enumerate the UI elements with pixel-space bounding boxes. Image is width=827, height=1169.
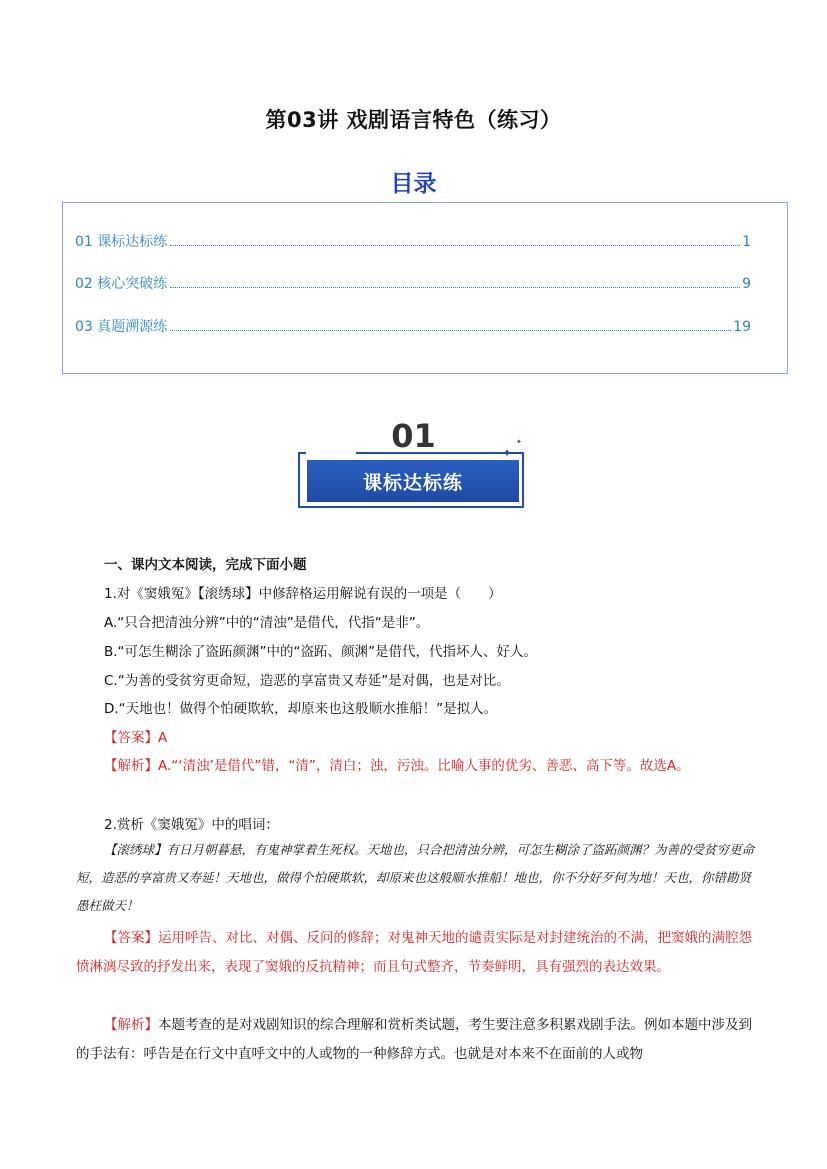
- toc-leader-dots: [170, 245, 740, 246]
- toc-item-page: 19: [733, 319, 751, 335]
- question-2-lyric: 【滚绣球】有日月朝暮悬，有鬼神掌着生死权。天地也，只合把清浊分辨，可怎生糊涂了盗跖颜渊？为善的受贫穷更命短，造恶的享富贵又寿延！天地也，做得个怕硬欺软，却原来也这般顺水推船！地也，你不分好歹何为地！天也，你错勘贤愚枉做天！: [76, 842, 755, 913]
- document-title: 第03讲 戏剧语言特色（练习）: [265, 108, 562, 132]
- table-of-contents: [62, 202, 788, 374]
- toc-item-label: 01 课标达标练: [75, 234, 168, 250]
- question-2-stem: 2.赏析《窦娥冤》中的唱词：: [104, 817, 279, 833]
- sparkle-icon: ✦: [502, 446, 513, 460]
- analysis-label: 【解析】: [104, 1017, 158, 1033]
- analysis-text: 本题考查的是对戏剧知识的综合理解和赏析类试题，考生要注意多积累戏剧手法。例如本题中涉及到的手法有：呼告是在行文中直呼文中的人或物的一种修辞方式。也就是对本来不在面前的人或物: [76, 1017, 752, 1062]
- toc-heading: 目录: [390, 171, 437, 197]
- section-banner: [298, 438, 530, 512]
- question-1-option-d: D.“天地也！做得个怕硬欺软，却原来也这般顺水推船！”是拟人。: [104, 701, 498, 717]
- toc-item-1[interactable]: [75, 231, 751, 251]
- question-1-option-b: B.“可怎生糊涂了盗跖颜渊”中的“盗跖、颜渊”是借代，代指坏人、好人。: [104, 644, 538, 660]
- toc-leader-dots: [170, 287, 740, 288]
- toc-item-label: 03 真题溯源练: [75, 319, 168, 335]
- toc-item-2[interactable]: [75, 273, 751, 293]
- section-banner-label: 课标达标练: [307, 460, 519, 502]
- question-1-stem: 1.对《窦娥冤》【滚绣球】中修辞格运用解说有误的一项是（ ）: [104, 586, 502, 602]
- question-2-answer: 【答案】运用呼告、对比、对偶、反问的修辞；对鬼神天地的谴责实际是对封建统治的不满，把窦娥的满腔怨愤淋漓尽致的抒发出来，表现了窦娥的反抗精神；而且句式整齐，节奏鲜明，具有强烈的表达效果。: [76, 930, 752, 975]
- question-1-answer: 【答案】A: [104, 730, 168, 746]
- toc-item-page: 1: [742, 234, 751, 250]
- question-2-analysis: [76, 1011, 752, 1069]
- toc-item-page: 9: [742, 276, 751, 292]
- toc-item-3[interactable]: [75, 316, 751, 336]
- sparkle-icon: ✦: [516, 438, 522, 446]
- toc-item-label: 02 核心突破练: [75, 276, 168, 292]
- question-1-analysis: 【解析】A.“‘清浊’是借代”错，“清”，清白；浊，污浊。比喻人事的优劣、善恶、高下等。故选A。: [104, 758, 690, 774]
- part-heading: 一、课内文本阅读，完成下面小题: [104, 557, 307, 573]
- question-1-option-c: C.“为善的受贫穷更命短，造恶的享富贵又寿延”是对偶，也是对比。: [104, 673, 510, 689]
- section-number: 01: [391, 417, 436, 455]
- question-1-option-a: A.“只合把清浊分辨”中的“清浊”是借代，代指“是非”。: [104, 615, 430, 631]
- toc-leader-dots: [170, 330, 731, 331]
